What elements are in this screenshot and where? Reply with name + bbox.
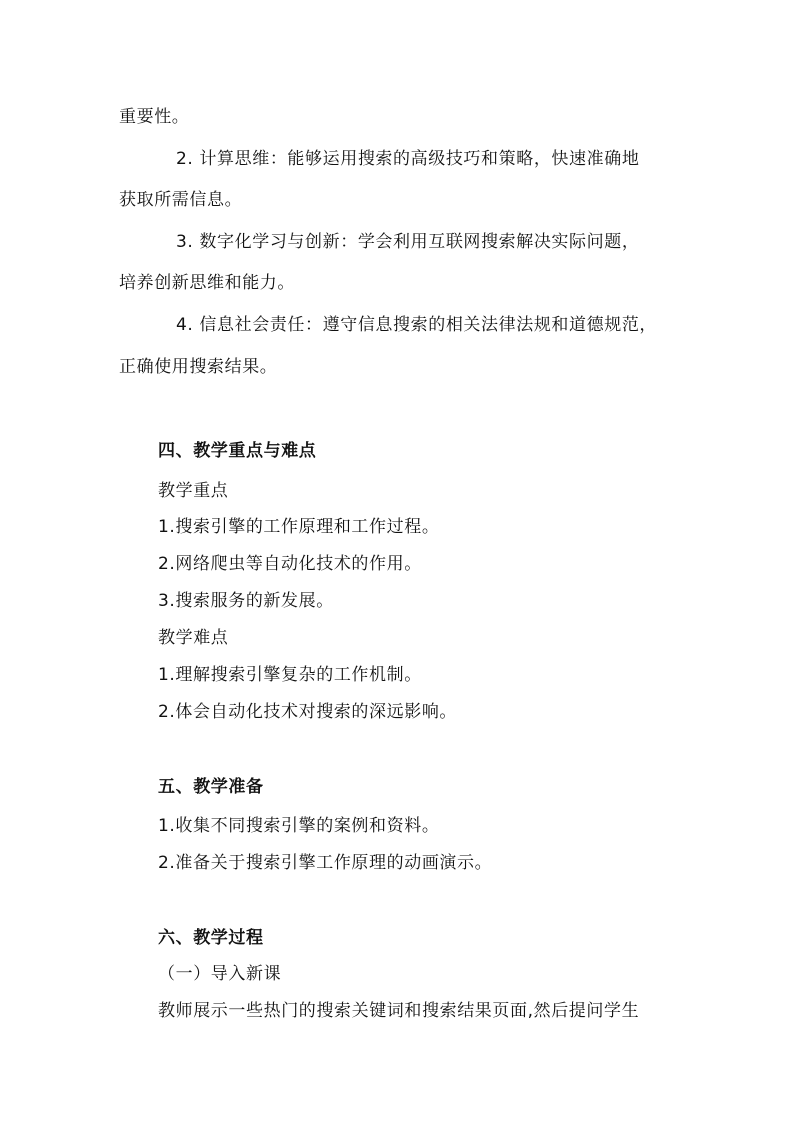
objective-item-3-continuation: 培养创新思维和能力。: [119, 273, 295, 293]
objective-item-2-continuation: 获取所需信息。: [119, 190, 243, 210]
section-4-heading: 四、教学重点与难点: [158, 441, 317, 461]
section-6-subheading: （一）导入新课: [158, 964, 282, 984]
preparation-item: 2.准备关于搜索引擎工作原理的动画演示。: [158, 853, 493, 873]
section-6-paragraph-line: 教师展示一些热门的搜索关键词和搜索结果页面,然后提问学生: [158, 1001, 640, 1021]
key-point-item: 2.网络爬虫等自动化技术的作用。: [158, 554, 422, 574]
objective-item-2-line: 2. 计算思维：能够运用搜索的高级技巧和策略，快速准确地: [176, 149, 640, 169]
preparation-item: 1.收集不同搜索引擎的案例和资料。: [158, 816, 440, 836]
section-5-heading: 五、教学准备: [158, 777, 264, 797]
key-points-label: 教学重点: [158, 481, 229, 501]
key-point-item: 1.搜索引擎的工作原理和工作过程。: [158, 517, 440, 537]
difficulties-label: 教学难点: [158, 628, 229, 648]
objective-item-4-line: 4. 信息社会责任：遵守信息搜索的相关法律法规和道德规范，: [176, 315, 658, 335]
section-6-heading: 六、教学过程: [158, 928, 264, 948]
difficulty-item: 1.理解搜索引擎复杂的工作机制。: [158, 665, 422, 685]
key-point-item: 3.搜索服务的新发展。: [158, 591, 334, 611]
objective-item-4-continuation: 正确使用搜索结果。: [119, 357, 278, 377]
difficulty-item: 2.体会自动化技术对搜索的深远影响。: [158, 702, 458, 722]
objective-text-line: 重要性。: [119, 107, 190, 127]
objective-item-3-line: 3. 数字化学习与创新：学会利用互联网搜索解决实际问题，: [176, 232, 640, 252]
